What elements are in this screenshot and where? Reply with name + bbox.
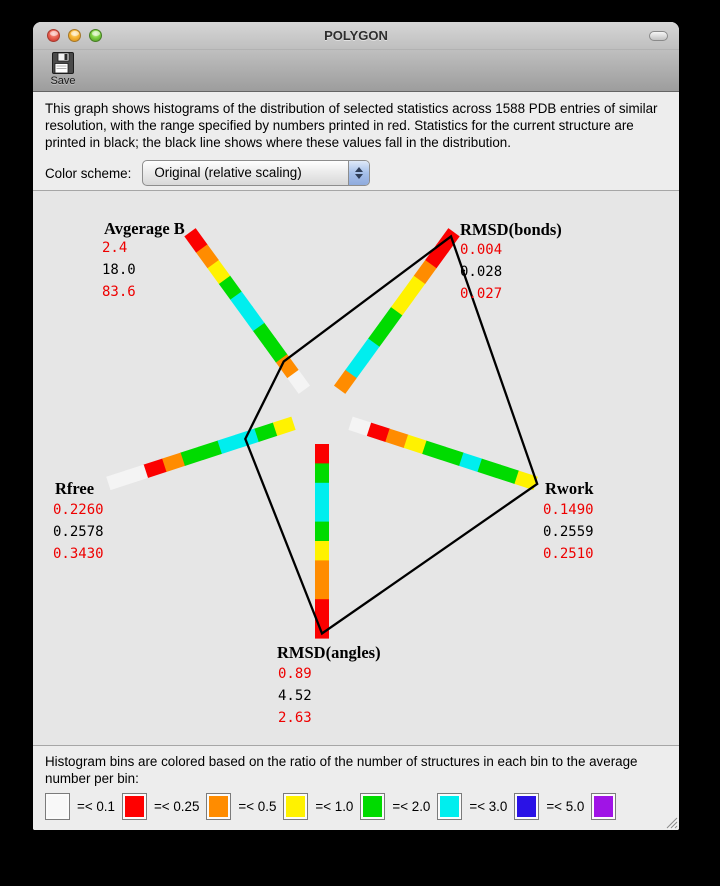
axis-max-rmsd-angles: 2.63 xyxy=(278,710,312,726)
legend-swatch xyxy=(206,793,231,820)
axis-min-rmsd-angles: 0.89 xyxy=(278,666,312,682)
legend-bin-label: =< 0.5 xyxy=(238,799,277,814)
axis-value-rmsd-angles: 4.52 xyxy=(278,688,312,704)
axis-min-avgerage-b: 2.4 xyxy=(102,240,128,256)
save-floppy-icon xyxy=(50,51,76,75)
axis-label-avgerage-b: Avgerage B xyxy=(104,219,185,238)
legend-swatch xyxy=(283,793,308,820)
polygon-window xyxy=(33,22,679,830)
axis-bar-rwork xyxy=(348,417,537,490)
legend-swatch xyxy=(45,793,70,820)
legend-bin-label: =< 0.25 xyxy=(153,799,200,814)
legend-swatch xyxy=(437,793,462,820)
legend-bin-label: =< 5.0 xyxy=(546,799,585,814)
legend-swatch xyxy=(514,793,539,820)
color-scheme-row xyxy=(45,160,667,186)
toolbar-toggle-button[interactable] xyxy=(649,31,668,41)
axis-max-rwork: 0.2510 xyxy=(543,546,594,562)
color-scheme-label: Color scheme: xyxy=(45,165,132,181)
legend-panel xyxy=(33,745,679,830)
axis-label-rfree: Rfree xyxy=(55,479,95,498)
axis-min-rwork: 0.1490 xyxy=(543,502,594,518)
axis-value-avgerage-b: 18.0 xyxy=(102,262,136,278)
axis-bar-avgerage-b xyxy=(184,228,310,394)
window-title: POLYGON xyxy=(324,28,388,43)
radar-histogram-chart xyxy=(33,191,679,746)
legend-bin-label: =< 3.0 xyxy=(469,799,508,814)
axis-value-rwork: 0.2559 xyxy=(543,524,594,540)
description-panel xyxy=(33,92,679,190)
legend-text: Histogram bins are colored based on the ratio of the number of structures in each bin to the average number per bin: xyxy=(45,754,638,786)
axis-label-rmsd-angles: RMSD(angles) xyxy=(277,643,381,662)
axis-max-avgerage-b: 83.6 xyxy=(102,284,136,300)
axis-value-rfree: 0.2578 xyxy=(53,524,104,540)
legend-bin-label: =< 0.1 xyxy=(77,799,115,814)
axis-bar-rmsd-angles xyxy=(315,444,329,639)
resize-grip[interactable] xyxy=(664,815,678,829)
title-bar[interactable] xyxy=(33,22,679,50)
legend-bin-label: =< 1.0 xyxy=(315,799,354,814)
axis-value-rmsd-bonds: 0.028 xyxy=(460,264,503,280)
legend-swatch xyxy=(360,793,385,820)
axis-min-rfree: 0.2260 xyxy=(53,502,104,518)
axis-min-rmsd-bonds: 0.004 xyxy=(460,242,503,258)
plot-area xyxy=(33,190,679,745)
legend-swatch xyxy=(591,793,616,820)
save-button-label: Save xyxy=(50,75,76,87)
axis-max-rfree: 0.3430 xyxy=(53,546,104,562)
description-text: This graph shows histograms of the distribution of selected statistics across 1588 PDB entries of similar resolution, with the range specified by numbers printed in red. Statistics for the current structure are printed in black; the black line shows where these values fall in the distribution. xyxy=(45,101,658,150)
toolbar xyxy=(33,50,679,92)
legend-swatch xyxy=(122,793,147,820)
legend-bin-label: =< 2.0 xyxy=(392,799,431,814)
axis-label-rwork: Rwork xyxy=(545,479,594,498)
color-scheme-select[interactable] xyxy=(142,160,370,186)
color-scheme-selected-value: Original (relative scaling) xyxy=(154,165,302,180)
popup-stepper-icon xyxy=(348,161,369,185)
axis-max-rmsd-bonds: 0.027 xyxy=(460,286,503,302)
legend-bins xyxy=(45,793,667,820)
axis-bar-rfree xyxy=(106,417,295,490)
axis-label-rmsd-bonds: RMSD(bonds) xyxy=(460,220,562,239)
save-button[interactable] xyxy=(43,51,83,87)
